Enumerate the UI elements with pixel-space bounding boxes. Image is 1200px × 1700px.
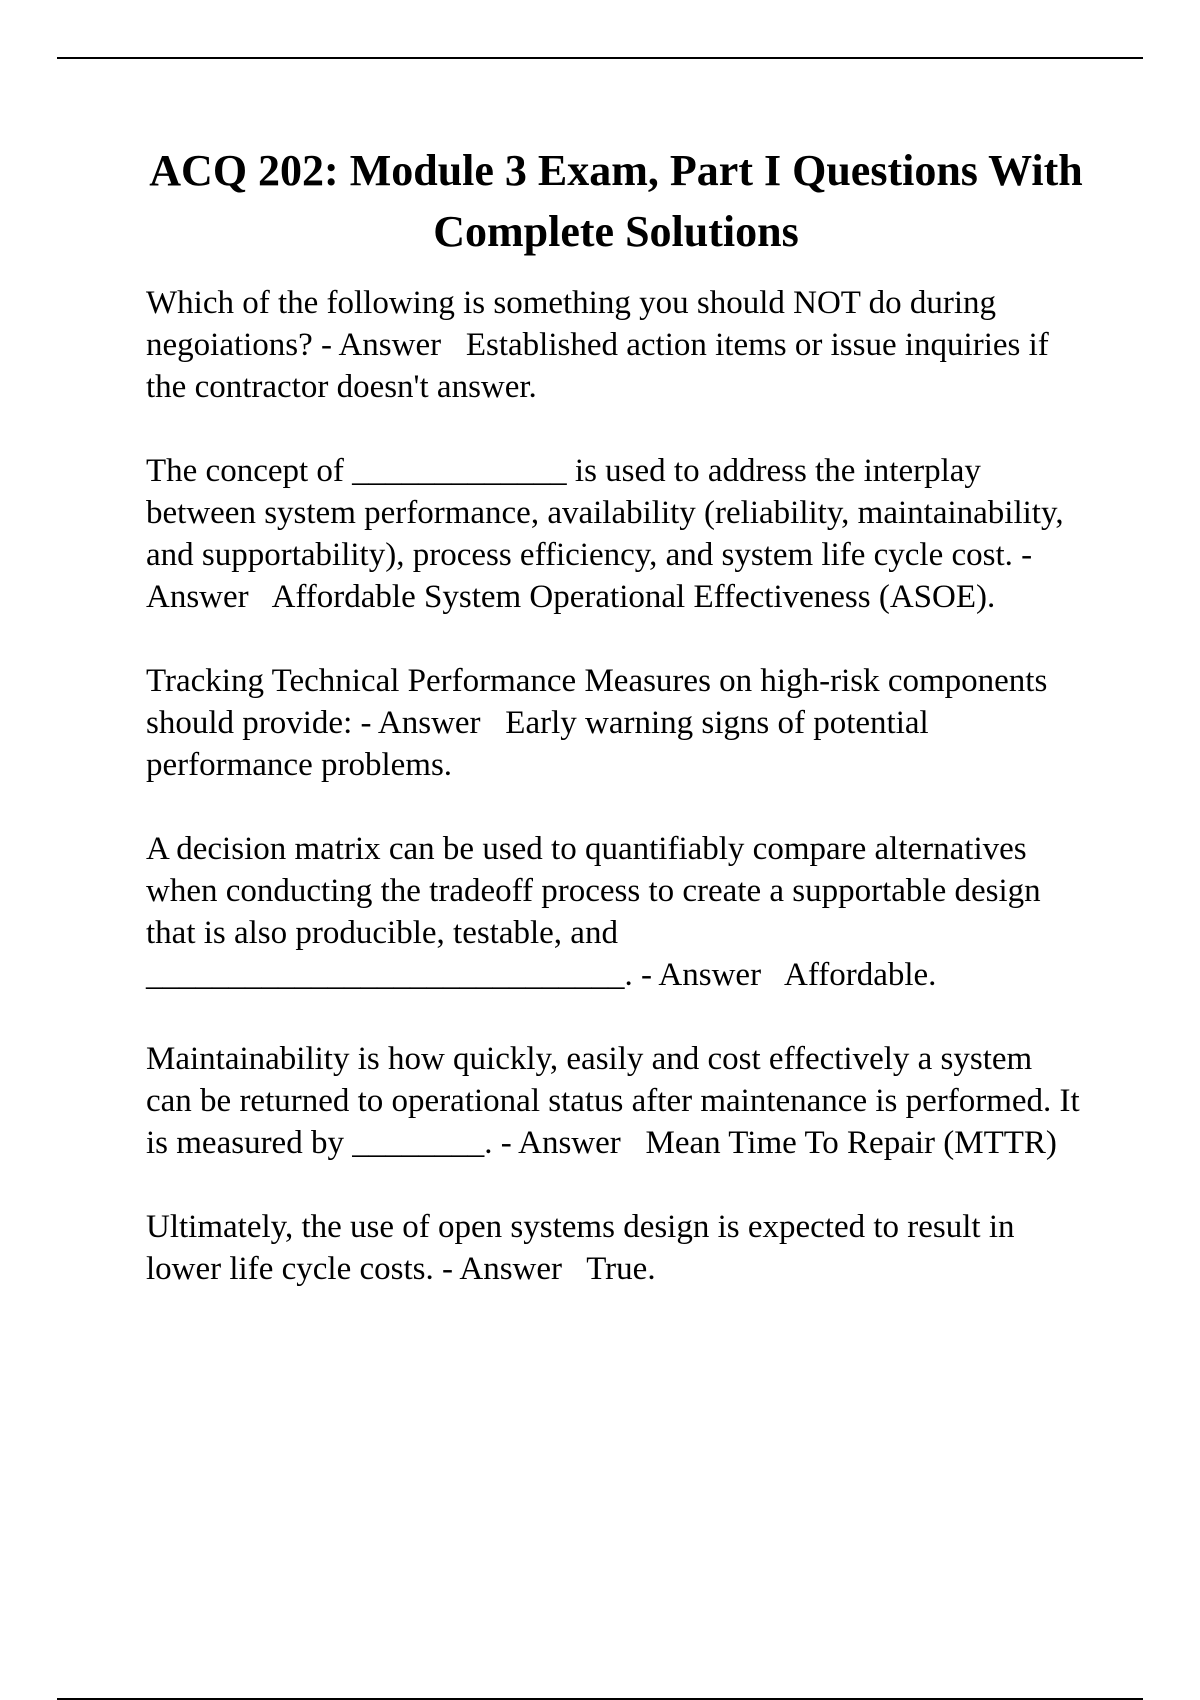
answer-text: True. [586,1251,656,1287]
question-text: The concept of _____________ is used to address the interplay between system performance, availability (reliability, maintainability, and supportability), process efficiency, and system life cycle cost. [146,453,1072,573]
answer-separator: - Answer [433,1251,587,1287]
answer-text: Early warning signs of potential performance problems. [146,705,937,783]
qa-item [146,1206,1086,1290]
question-text: Tracking Technical Performance Measures on high-risk components should provide: [146,663,1056,741]
question-text: Maintainability is how quickly, easily and cost effectively a system can be returned to operational status after maintenance is performed. It is measured by ________. [146,1041,1088,1161]
document-page [146,140,1086,1332]
qa-item [146,282,1086,408]
document-title: ACQ 202: Module 3 Exam, Part I Questions With Complete Solutions [149,146,1083,256]
question-text: Ultimately, the use of open systems design is expected to result in lower life cycle costs. [146,1209,1023,1287]
top-rule [57,57,1143,59]
answer-separator: - Answer [492,1125,646,1161]
qa-item [146,1038,1086,1164]
answer-separator: - Answer [352,705,506,741]
answer-text: Affordable. [784,957,937,993]
question-text: A decision matrix can be used to quantifiably compare alternatives when conducting the tradeoff process to create a supportable design that is also producible, testable, and _____________________________. [146,831,1049,993]
answer-separator: - Answer [146,537,1039,615]
answer-text: Affordable System Operational Effectiveness (ASOE). [271,579,996,615]
qa-item [146,828,1086,996]
answer-separator: - Answer [312,327,466,363]
question-answer-list [146,282,1086,1290]
qa-item [146,450,1086,618]
qa-item [146,660,1086,786]
answer-separator: - Answer [632,957,784,993]
question-text: Which of the following is something you should NOT do during negoiations? [146,285,1005,363]
answer-text: Established action items or issue inquiries if the contractor doesn't answer. [146,327,1058,405]
answer-text: Mean Time To Repair (MTTR) [645,1125,1057,1161]
